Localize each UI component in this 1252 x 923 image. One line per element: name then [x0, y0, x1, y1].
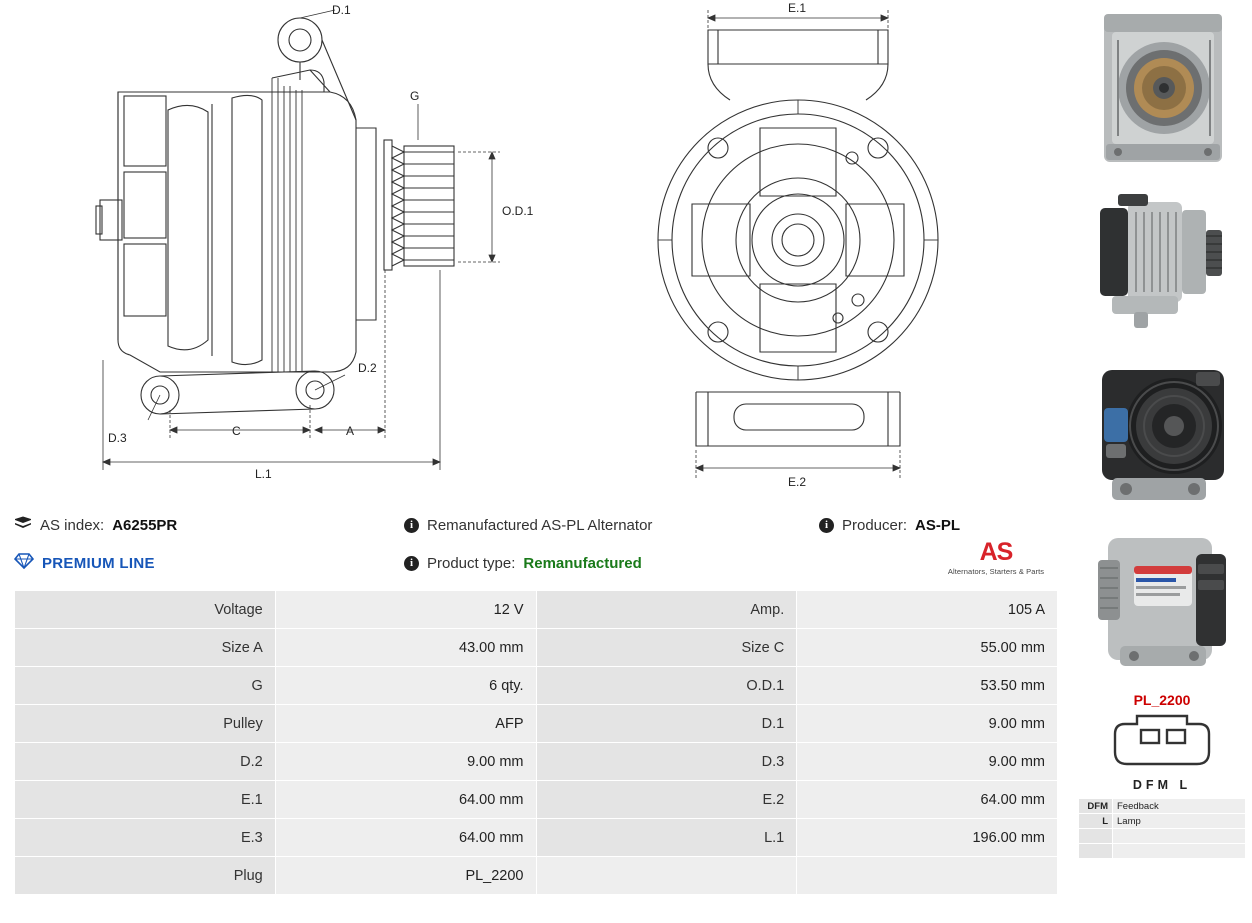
spec-value: 64.00 mm — [275, 781, 536, 819]
description-text: Remanufactured AS-PL Alternator — [427, 516, 653, 534]
spec-key: D.1 — [536, 705, 797, 743]
spec-value: AFP — [275, 705, 536, 743]
spec-value: PL_2200 — [275, 857, 536, 895]
spec-key: Pulley — [15, 705, 276, 743]
as-index-cell — [14, 516, 404, 534]
plug-pin — [1079, 844, 1113, 859]
label-d1: D.1 — [332, 3, 351, 17]
spec-key: G — [15, 667, 276, 705]
photo-front-svg — [1078, 4, 1246, 172]
producer-label: Producer: — [842, 516, 908, 534]
diamond-icon — [14, 553, 34, 573]
spec-value: 105 A — [797, 591, 1058, 629]
plug-legend-row — [1079, 829, 1246, 844]
table-row — [15, 857, 1058, 895]
info-row-2 — [14, 544, 1058, 582]
label-c: C — [232, 424, 241, 438]
plug-pin-desc: Feedback — [1113, 799, 1246, 814]
spec-value: 43.00 mm — [275, 629, 536, 667]
plug-pin: DFM — [1079, 799, 1113, 814]
table-row — [15, 667, 1058, 705]
table-row — [15, 819, 1058, 857]
spec-value: 12 V — [275, 591, 536, 629]
photo-side-svg — [1078, 176, 1246, 344]
product-photos — [1072, 0, 1252, 923]
spec-key: E.1 — [15, 781, 276, 819]
plug-code: PL_2200 — [1133, 692, 1191, 708]
label-a: A — [346, 424, 355, 438]
spec-value: 6 qty. — [275, 667, 536, 705]
info-icon: i — [404, 518, 419, 533]
table-row — [15, 591, 1058, 629]
spec-value: 9.00 mm — [275, 743, 536, 781]
spec-key: Size A — [15, 629, 276, 667]
spec-key: Size C — [536, 629, 797, 667]
spec-value: 9.00 mm — [797, 743, 1058, 781]
photo-angle-svg — [1078, 520, 1246, 688]
front-view-drawing — [600, 0, 1072, 500]
plug-legend-table — [1078, 798, 1246, 859]
premium-line-cell — [14, 553, 404, 573]
plug-drawing — [1078, 712, 1246, 775]
table-row — [15, 629, 1058, 667]
info-row-1 — [14, 506, 1058, 544]
description-cell — [404, 517, 819, 534]
label-g: G — [410, 89, 420, 103]
plug-pin — [1079, 829, 1113, 844]
as-index-label: AS index: — [40, 516, 105, 534]
photo-rear-svg — [1078, 348, 1246, 516]
tag-icon — [14, 516, 32, 534]
spec-value: 9.00 mm — [797, 705, 1058, 743]
spec-key: Plug — [15, 857, 276, 895]
plug-legend-row — [1079, 814, 1246, 829]
alternator-photo-side[interactable] — [1078, 176, 1246, 344]
spec-key: E.2 — [536, 781, 797, 819]
plug-pin: L — [1079, 814, 1113, 829]
technical-drawings — [0, 0, 1072, 500]
alternator-photo-front[interactable] — [1078, 4, 1246, 172]
label-d2: D.2 — [358, 361, 377, 375]
product-type-label: Product type: — [427, 554, 516, 572]
spec-key: E.3 — [15, 819, 276, 857]
label-e2: E.2 — [788, 475, 807, 489]
premium-line-label: PREMIUM LINE — [42, 554, 155, 572]
plug-pin-desc — [1113, 844, 1246, 859]
table-row — [15, 743, 1058, 781]
product-type-cell — [404, 555, 819, 572]
producer-cell — [819, 517, 1058, 534]
plug-icon — [1107, 712, 1217, 770]
plug-legend-row — [1079, 844, 1246, 859]
spec-value: 64.00 mm — [797, 781, 1058, 819]
info-icon: i — [404, 556, 419, 571]
label-d3: D.3 — [108, 431, 127, 445]
producer-value: AS-PL — [915, 516, 961, 534]
side-view-svg — [0, 0, 600, 500]
plug-legend-row — [1079, 799, 1246, 814]
plug-pin-desc: Lamp — [1113, 814, 1246, 829]
spec-key: D.3 — [536, 743, 797, 781]
label-od1: O.D.1 — [502, 204, 534, 218]
alternator-photo-rear[interactable] — [1078, 348, 1246, 516]
spec-value: 55.00 mm — [797, 629, 1058, 667]
label-e1: E.1 — [788, 1, 807, 15]
spec-key: Amp. — [536, 591, 797, 629]
specifications-table — [14, 590, 1058, 895]
spec-value: 64.00 mm — [275, 819, 536, 857]
side-view-drawing — [0, 0, 600, 500]
spec-key: L.1 — [536, 819, 797, 857]
aspl-logo — [936, 540, 1056, 576]
spec-value: 53.50 mm — [797, 667, 1058, 705]
info-icon: i — [819, 518, 834, 533]
specifications-body — [15, 591, 1058, 895]
spec-empty-cell — [797, 857, 1058, 895]
label-l1: L.1 — [255, 467, 272, 481]
as-index-value: A6255PR — [112, 516, 178, 534]
table-row — [15, 705, 1058, 743]
spec-key: Voltage — [15, 591, 276, 629]
spec-key: O.D.1 — [536, 667, 797, 705]
front-view-svg — [600, 0, 1072, 500]
product-type-value: Remanufactured — [523, 554, 642, 572]
spec-key: D.2 — [15, 743, 276, 781]
spec-value: 196.00 mm — [797, 819, 1058, 857]
spec-empty-cell — [536, 857, 797, 895]
product-info — [0, 500, 1072, 582]
aspl-logo-text: AS — [979, 538, 1013, 566]
table-row — [15, 781, 1058, 819]
plug-pin-desc — [1113, 829, 1246, 844]
alternator-photo-angle[interactable] — [1078, 520, 1246, 688]
aspl-logo-subtitle: Alternators, Starters & Parts — [947, 567, 1045, 576]
plug-pin-labels: DFM L — [1132, 778, 1192, 792]
